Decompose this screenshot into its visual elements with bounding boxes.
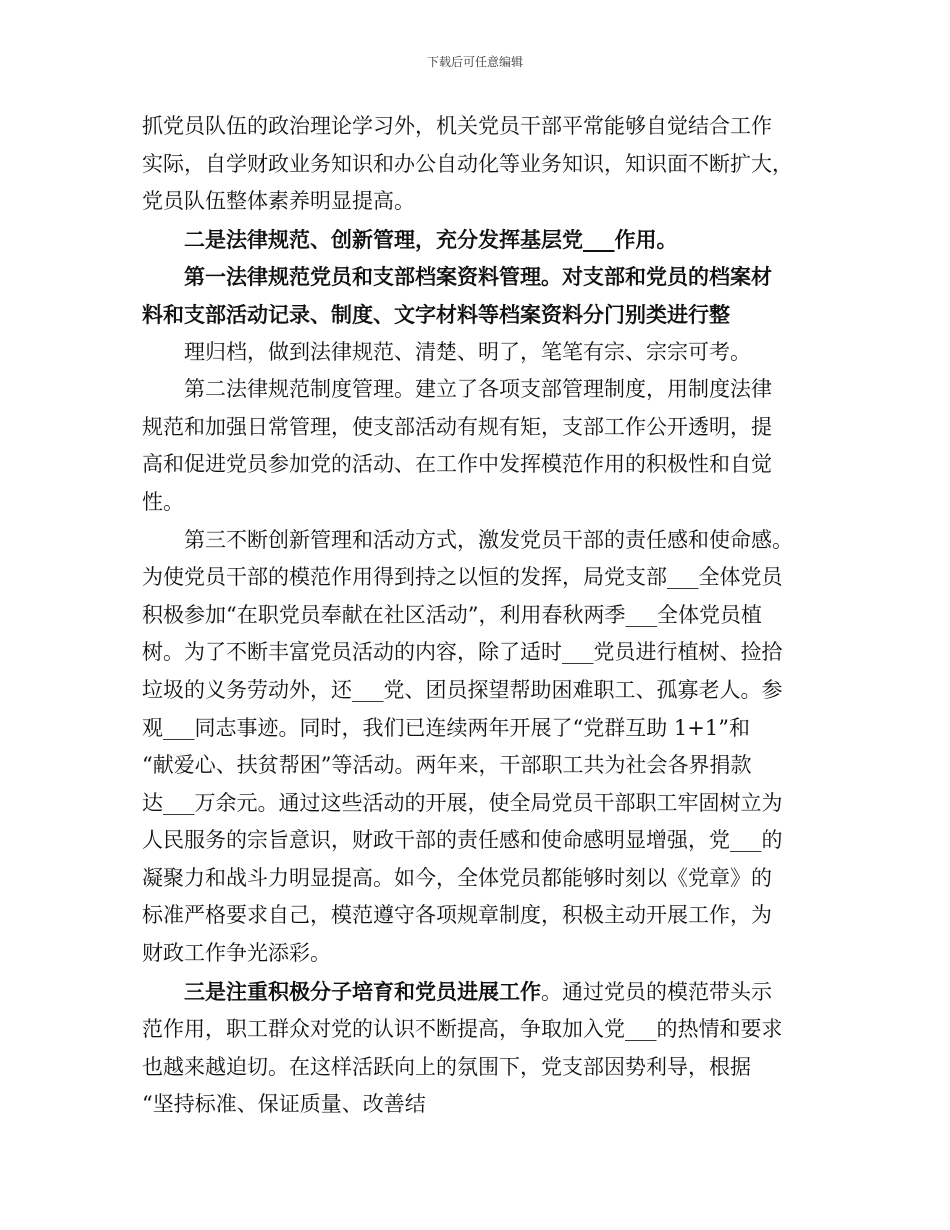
page-header-note: 下载后可任意编辑 xyxy=(426,55,523,69)
text-line: 高和促进党员参加党的活动、在工作中发挥模范作用的积极性和自觉 xyxy=(142,452,772,477)
text-line: 凝聚力和战斗力明显提高。如今，全体党员都能够时刻以《党章》的 xyxy=(142,865,772,890)
text-line: 观___同志事迹。同时，我们已连续两年开展了“党群互助 1+1”和 xyxy=(142,715,750,740)
section-heading-2 xyxy=(142,221,812,259)
text-line: 第二法律规范制度管理。建立了各项支部管理制度，用制度法律 xyxy=(184,377,772,402)
paragraph-member-development xyxy=(142,973,812,1124)
text-line: 料和支部活动记录、制度、文字材料等档案资料分门别类进行整 xyxy=(142,301,730,327)
text-line: 树。为了不断丰富党员活动的内容，除了适时___党员进行植树、捡拾 xyxy=(142,640,783,665)
text-line: 垃圾的义务劳动外，还___党、团员探望帮助困难职工、孤寡老人。参 xyxy=(142,677,783,702)
text-line: 第一法律规范党员和支部档案资料管理。对支部和党员的档案材 xyxy=(184,264,772,290)
lead-rest-text: 。通过党员的模范带头示 xyxy=(541,979,772,1004)
paragraph-archive-management xyxy=(142,258,812,333)
text-line: 财政工作争光添彩。 xyxy=(142,941,331,966)
paragraph-innovation-activities xyxy=(142,522,812,973)
text-line: 规范和加强日常管理，使支部活动有规有矩，支部工作公开透明，提 xyxy=(142,414,772,439)
text-line: 性。 xyxy=(142,489,184,514)
paragraph-1 xyxy=(142,108,812,221)
bold-lead-text: 三是注重积极分子培育和党员进展工作 xyxy=(184,978,541,1004)
text-line: 为使党员干部的模范作用得到持之以恒的发挥，局党支部___全体党员 xyxy=(142,565,783,590)
text-line: 标准严格要求自己，模范遵守各项规章制度，积极主动开展工作，为 xyxy=(142,903,772,928)
text-line xyxy=(142,973,812,1012)
text-line: “献爱心、扶贫帮困”等活动。两年来，干部职工共为社会各界捐款 xyxy=(142,753,752,778)
text-line: 达___万余元。通过这些活动的开展，使全局党员干部职工牢固树立为 xyxy=(142,790,783,815)
paragraph-system-management xyxy=(142,371,812,521)
text-line: 党员队伍整体素养明显提高。 xyxy=(142,189,415,214)
text-line: “坚持标准、保证质量、改善结 xyxy=(142,1092,426,1117)
text-line: 理归档，做到法律规范、清楚、明了，笔笔有宗、宗宗可考。 xyxy=(184,339,751,364)
text-line: 实际，自学财政业务知识和办公自动化等业务知识，知识面不断扩大， xyxy=(142,151,793,176)
text-line: 第三不断创新管理和活动方式，激发党员干部的责任感和使命感。 xyxy=(184,527,793,552)
paragraph-archive-continuation xyxy=(142,334,812,372)
text-line: 二是法律规范、创新管理，充分发挥基层党___作用。 xyxy=(184,226,678,252)
text-line: 积极参加“在职党员奉献在社区活动”，利用春秋两季___全体党员植 xyxy=(142,602,762,627)
document-body xyxy=(142,108,812,1124)
text-line: 抓党员队伍的政治理论学习外，机关党员干部平常能够自觉结合工作 xyxy=(142,114,772,138)
text-line: 人民服务的宗旨意识，财政干部的责任感和使命感明显增强，党___的 xyxy=(142,828,783,853)
text-line: 也越来越迫切。在这样活跃向上的氛围下，党支部因势利导，根据 xyxy=(142,1054,751,1079)
text-line: 范作用，职工群众对党的认识不断提高，争取加入党___的热情和要求 xyxy=(142,1017,783,1042)
